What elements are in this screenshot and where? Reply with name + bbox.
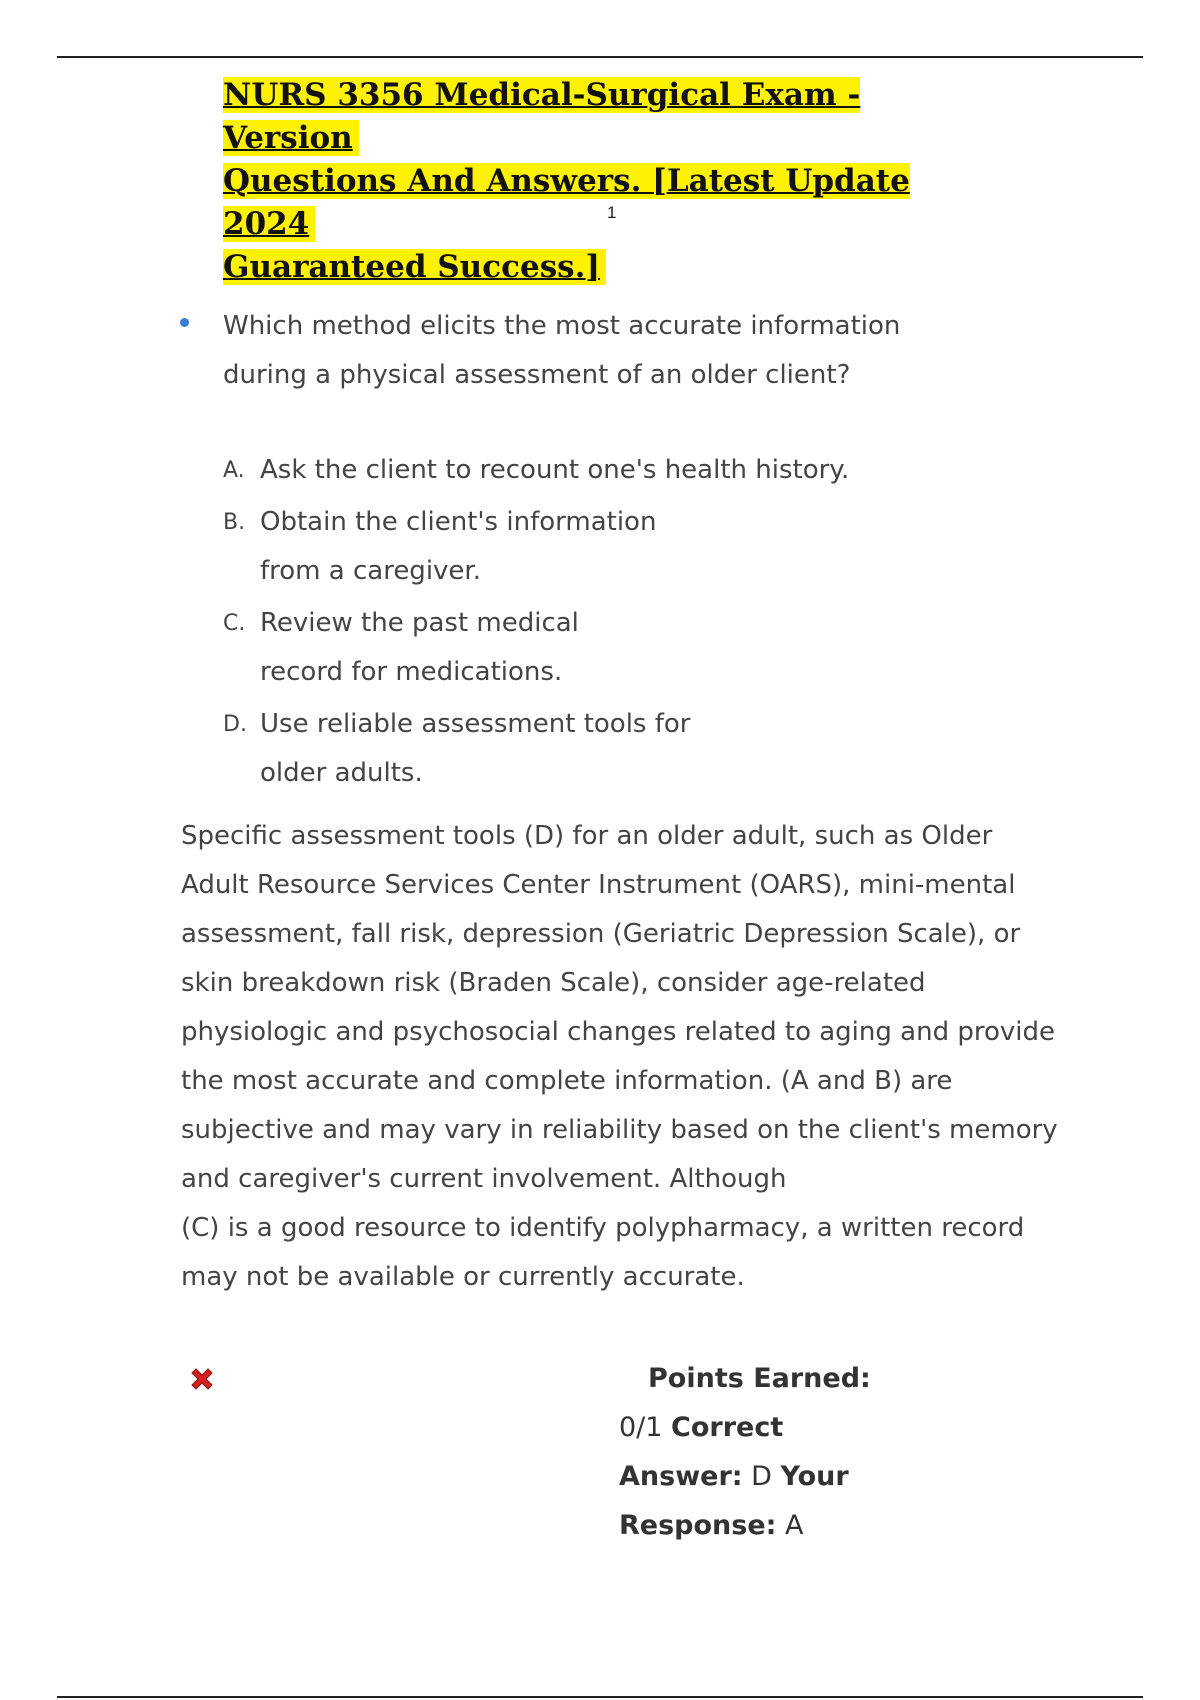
your-label: Your — [780, 1461, 849, 1492]
question-text: Which method elicits the most accurate information during a physical assessment of an older client? — [223, 311, 901, 390]
option-c — [223, 599, 660, 697]
points-label: Points Earned: — [648, 1363, 871, 1394]
answer-options — [223, 446, 923, 801]
rationale-paragraph-2: (C) is a good resource to identify polypharmacy, a written record may not be available or currently accurate. — [181, 1213, 1025, 1292]
option-letter: A. — [223, 458, 245, 483]
option-letter: B. — [223, 510, 246, 535]
option-text: Use reliable assessment tools for older adults. — [260, 709, 691, 788]
document-title — [223, 74, 1003, 289]
option-letter: D. — [223, 712, 247, 737]
bullet-icon — [180, 318, 189, 327]
your-response-value: A — [785, 1510, 804, 1541]
title-line-3: Guaranteed Success.] — [223, 249, 606, 285]
correct-answer-value: D — [751, 1461, 772, 1492]
title-line-2: Questions And Answers. [Latest Update 2024 — [223, 163, 910, 242]
option-d — [223, 700, 750, 798]
points-value: 0/1 — [619, 1412, 663, 1443]
answer-rationale — [181, 812, 1061, 1302]
page-number: 1 — [607, 203, 617, 222]
correct-label: Correct — [671, 1412, 784, 1443]
option-a — [223, 446, 923, 495]
option-letter: C. — [223, 611, 246, 636]
rationale-paragraph-1: Specific assessment tools (D) for an older adult, such as Older Adult Resource Services Center Instrument (OARS), mini-mental assessment, fall risk, depression (Geriatric Depression Scale), or skin breakdown risk (Braden Scale), consider age-related physiologic and psychosocial changes related to aging and provide the most accurate and complete information. (A and B) are subjective and may vary in reliability based on the client's memory and caregiver's current involvement. Although — [181, 821, 1058, 1194]
answer-label: Answer: — [619, 1461, 743, 1492]
bottom-rule — [57, 1696, 1143, 1698]
option-text: Review the past medical record for medications. — [260, 608, 579, 687]
option-text: Obtain the client's information from a caregiver. — [260, 507, 657, 586]
red-x-icon — [189, 1366, 215, 1392]
option-b — [223, 498, 700, 596]
score-summary — [619, 1354, 939, 1550]
title-line-1: NURS 3356 Medical-Surgical Exam - Version — [223, 77, 861, 156]
top-rule — [57, 56, 1143, 58]
response-label: Response: — [619, 1510, 777, 1541]
option-text: Ask the client to recount one's health history. — [260, 455, 850, 485]
